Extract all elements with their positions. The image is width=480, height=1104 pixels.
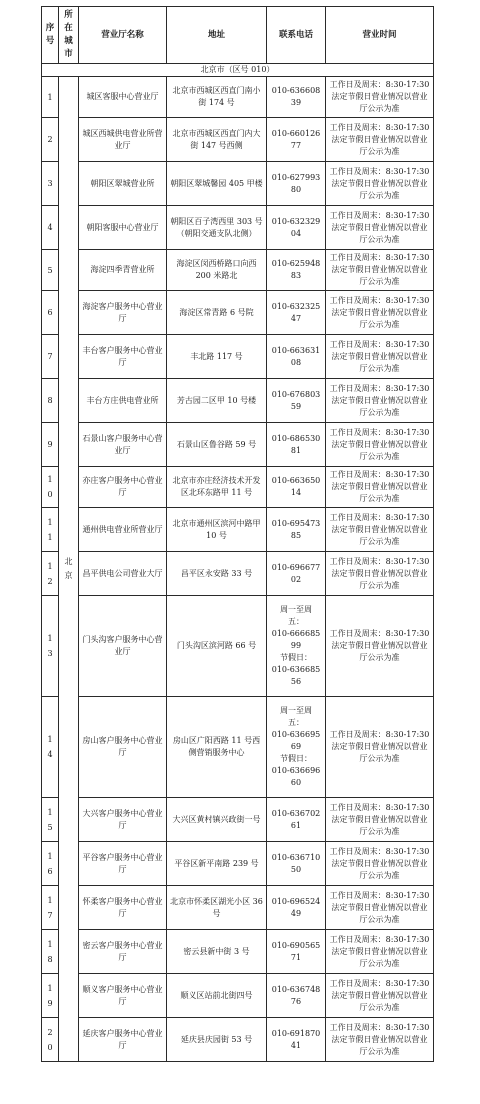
hall-address: 石景山区鲁谷路 59 号 (167, 423, 267, 467)
hall-name: 平谷客户服务中心营业厅 (79, 842, 167, 886)
header-name: 营业厅名称 (79, 7, 167, 64)
row-index: 18 (47, 939, 53, 964)
row-index: 7 (47, 352, 53, 361)
phone-line: 80 (290, 184, 302, 194)
hall-name: 城区西城供电营业所营业厅 (79, 118, 167, 162)
phone-line: 47 (290, 313, 302, 323)
hall-address: 北京市怀柔区湖光小区 36 号 (167, 886, 267, 930)
row-index: 12 (47, 561, 53, 586)
table-row (42, 596, 434, 697)
hall-hours: 工作日及周末：8:30-17:30 法定节假日营业情况以营业厅公示为准 (326, 206, 434, 250)
hall-address: 北京市西城区西直门南小街 174 号 (167, 77, 267, 118)
service-hall-table-sheet (41, 6, 433, 1062)
phone-line: 71 (290, 952, 302, 962)
row-index-cell (42, 335, 59, 379)
hall-address: 门头沟区滨河路 66 号 (167, 596, 267, 697)
hall-name: 延庆客户服务中心营业厅 (79, 1018, 167, 1062)
phone-line: 节假日： (280, 754, 312, 763)
header-index: 序号 (42, 7, 59, 64)
phone-line: 14 (290, 488, 302, 497)
hall-address: 海淀区常青路 6 号院 (167, 291, 267, 335)
hall-hours: 工作日及周末：8:30-17:30 法定节假日营业情况以营业厅公示为准 (326, 162, 434, 206)
row-index: 19 (47, 983, 53, 1008)
phone-line: 010-696524 (271, 896, 321, 906)
row-index-cell (42, 291, 59, 335)
table-row (42, 335, 434, 379)
hall-address: 密云县新中街 3 号 (167, 930, 267, 974)
phone-line: 010-663650 (271, 476, 321, 485)
hall-address: 海淀区闵西桥路口向西 200 米路北 (167, 250, 267, 291)
phone-line: 61 (290, 820, 302, 830)
phone-line: 39 (290, 98, 302, 107)
hall-phone (267, 930, 326, 974)
hall-hours: 工作日及周末：8:30-17:30 法定节假日营业情况以营业厅公示为准 (326, 508, 434, 552)
hall-phone (267, 842, 326, 886)
hall-name: 昌平供电公司营业大厅 (79, 552, 167, 596)
hall-phone (267, 508, 326, 552)
hall-name: 亦庄客户服务中心营业厅 (79, 467, 167, 508)
row-index-cell (42, 974, 59, 1018)
phone-line: 010-636685 (271, 665, 321, 674)
phone-line: 010-686530 (271, 433, 321, 443)
row-index-cell (42, 162, 59, 206)
phone-line: 010-632329 (271, 216, 321, 226)
phone-line: 010-636710 (271, 852, 321, 862)
hall-address: 顺义区站前北街四号 (167, 974, 267, 1018)
hall-phone (267, 697, 326, 798)
hall-phone (267, 1018, 326, 1062)
hall-name: 顺义客户服务中心营业厅 (79, 974, 167, 1018)
hall-name: 海淀四季青营业所 (79, 250, 167, 291)
row-index: 15 (47, 807, 53, 832)
hall-phone (267, 552, 326, 596)
hall-hours: 工作日及周末：8:30-17:30 法定节假日营业情况以营业厅公示为准 (326, 335, 434, 379)
row-index: 1 (47, 92, 53, 102)
row-index: 11 (47, 517, 53, 542)
hall-name: 怀柔客户服务中心营业厅 (79, 886, 167, 930)
hall-name: 房山客户服务中心营业厅 (79, 697, 167, 798)
header-hours: 营业时间 (326, 7, 434, 64)
table-row (42, 886, 434, 930)
table-row (42, 798, 434, 842)
hall-hours: 工作日及周末：8:30-17:30 法定节假日营业情况以营业厅公示为准 (326, 423, 434, 467)
phone-line: 010-636695 (271, 730, 321, 739)
table-row (42, 379, 434, 423)
phone-line: 010-636608 (271, 86, 321, 95)
hall-name: 海淀客户服务中心营业厅 (79, 291, 167, 335)
hall-address: 大兴区黄村镇兴政街一号 (167, 798, 267, 842)
phone-line: 010-636702 (271, 808, 321, 818)
hall-address: 朝阳区百子湾西里 303 号（朝阳交通支队北侧） (167, 206, 267, 250)
hall-phone (267, 423, 326, 467)
header-city: 所在城市 (59, 7, 79, 64)
phone-line: 010-632325 (271, 301, 321, 311)
hall-name: 朝阳区翠城营业所 (79, 162, 167, 206)
row-index: 16 (47, 851, 53, 876)
hall-hours: 工作日及周末：8:30-17:30 法定节假日营业情况以营业厅公示为准 (326, 379, 434, 423)
phone-line: 50 (290, 864, 302, 874)
row-index: 5 (47, 265, 53, 275)
phone-line: 010-690565 (271, 940, 321, 950)
hall-hours: 工作日及周末：8:30-17:30 法定节假日营业情况以营业厅公示为准 (326, 77, 434, 118)
hall-hours: 工作日及周末：8:30-17:30 法定节假日营业情况以营业厅公示为准 (326, 596, 434, 697)
header-address: 地址 (167, 7, 267, 64)
phone-line: 41 (290, 1040, 302, 1050)
hall-address: 昌平区永安路 33 号 (167, 552, 267, 596)
hall-hours: 工作日及周末：8:30-17:30 法定节假日营业情况以营业厅公示为准 (326, 118, 434, 162)
row-index-cell (42, 250, 59, 291)
row-index: 8 (47, 396, 53, 405)
hall-hours: 工作日及周末：8:30-17:30 法定节假日营业情况以营业厅公示为准 (326, 467, 434, 508)
phone-line: 周一至周 (280, 706, 312, 715)
row-index-cell (42, 697, 59, 798)
hall-hours: 工作日及周末：8:30-17:30 法定节假日营业情况以营业厅公示为准 (326, 798, 434, 842)
hall-name: 密云客户服务中心营业厅 (79, 930, 167, 974)
hall-name: 石景山客户服务中心营业厅 (79, 423, 167, 467)
phone-line: 04 (290, 228, 302, 238)
phone-line: 010-676803 (271, 389, 321, 399)
phone-line: 010-691870 (271, 1028, 321, 1038)
phone-line: 69 (290, 742, 302, 751)
hall-address: 芳古园二区甲 10 号楼 (167, 379, 267, 423)
row-index: 14 (47, 735, 53, 759)
table-row (42, 77, 434, 118)
hall-phone (267, 206, 326, 250)
table-body (42, 64, 434, 1062)
phone-line: 010-660126 (271, 128, 321, 138)
row-index-cell (42, 118, 59, 162)
hall-phone (267, 162, 326, 206)
phone-line: 08 (290, 357, 302, 367)
hall-hours: 工作日及周末：8:30-17:30 法定节假日营业情况以营业厅公示为准 (326, 697, 434, 798)
row-index-cell (42, 552, 59, 596)
hall-name: 城区客服中心营业厅 (79, 77, 167, 118)
row-index-cell (42, 77, 59, 118)
service-hall-table (41, 6, 434, 1062)
row-index-cell (42, 423, 59, 467)
hall-name: 大兴客户服务中心营业厅 (79, 798, 167, 842)
row-index: 3 (47, 179, 53, 188)
phone-line: 49 (290, 908, 302, 918)
table-row (42, 162, 434, 206)
table-row (42, 250, 434, 291)
phone-line: 85 (290, 530, 302, 540)
row-index: 10 (47, 475, 53, 499)
hall-phone (267, 77, 326, 118)
phone-line: 010-663631 (271, 345, 321, 355)
hall-address: 朝阳区翠城馨园 405 甲楼 (167, 162, 267, 206)
hall-hours: 工作日及周末：8:30-17:30 法定节假日营业情况以营业厅公示为准 (326, 930, 434, 974)
header-phone: 联系电话 (267, 7, 326, 64)
region-row (42, 64, 434, 77)
phone-line: 76 (290, 996, 302, 1006)
hall-name: 丰台方庄供电营业所 (79, 379, 167, 423)
row-index-cell (42, 467, 59, 508)
hall-address: 延庆县庆园街 53 号 (167, 1018, 267, 1062)
city-label: 北京 (64, 557, 73, 580)
table-row (42, 118, 434, 162)
phone-line: 节假日： (280, 653, 312, 662)
hall-name: 朝阳客服中心营业厅 (79, 206, 167, 250)
city-cell (59, 77, 79, 1062)
hall-address: 北京市亦庄经济技术开发区北环东路甲 11 号 (167, 467, 267, 508)
table-row (42, 974, 434, 1018)
hall-phone (267, 974, 326, 1018)
phone-line: 010-636748 (271, 984, 321, 994)
table-row (42, 291, 434, 335)
hall-address: 平谷区新平南路 239 号 (167, 842, 267, 886)
phone-line: 56 (290, 677, 302, 686)
hall-phone (267, 596, 326, 697)
hall-hours: 工作日及周末：8:30-17:30 法定节假日营业情况以营业厅公示为准 (326, 842, 434, 886)
header-row (42, 7, 434, 64)
table-row (42, 206, 434, 250)
table-row (42, 842, 434, 886)
phone-line: 010-625948 (271, 259, 321, 268)
phone-line: 五： (288, 718, 304, 727)
phone-line: 周一至周 (280, 605, 312, 614)
hall-address: 北京市西城区西直门内大街 147 号西侧 (167, 118, 267, 162)
row-index-cell (42, 379, 59, 423)
hall-hours: 工作日及周末：8:30-17:30 法定节假日营业情况以营业厅公示为准 (326, 1018, 434, 1062)
table-row (42, 1018, 434, 1062)
hall-address: 丰北路 117 号 (167, 335, 267, 379)
row-index: 6 (47, 308, 53, 317)
hall-name: 通州供电营业所营业厅 (79, 508, 167, 552)
row-index-cell (42, 1018, 59, 1062)
hall-phone (267, 291, 326, 335)
hall-phone (267, 379, 326, 423)
hall-hours: 工作日及周末：8:30-17:30 法定节假日营业情况以营业厅公示为准 (326, 291, 434, 335)
hall-phone (267, 798, 326, 842)
hall-phone (267, 335, 326, 379)
phone-line: 83 (290, 271, 302, 280)
row-index: 2 (47, 135, 53, 144)
phone-line: 五： (288, 617, 304, 626)
table-row (42, 697, 434, 798)
region-label: 北京市（区号 010） (42, 64, 434, 77)
hall-address: 北京市通州区滨河中路甲 10 号 (167, 508, 267, 552)
row-index: 13 (47, 634, 53, 658)
hall-address: 房山区广阳西路 11 号西侧营销服务中心 (167, 697, 267, 798)
phone-line: 77 (290, 140, 302, 150)
row-index-cell (42, 798, 59, 842)
row-index: 17 (47, 895, 53, 920)
row-index-cell (42, 886, 59, 930)
table-row (42, 508, 434, 552)
table-row (42, 467, 434, 508)
phone-line: 81 (290, 445, 302, 455)
phone-line: 010-627993 (271, 172, 321, 182)
hall-phone (267, 467, 326, 508)
hall-name: 丰台客户服务中心营业厅 (79, 335, 167, 379)
row-index-cell (42, 930, 59, 974)
row-index-cell (42, 206, 59, 250)
phone-line: 60 (290, 778, 302, 787)
hall-phone (267, 886, 326, 930)
hall-hours: 工作日及周末：8:30-17:30 法定节假日营业情况以营业厅公示为准 (326, 552, 434, 596)
phone-line: 010-636696 (271, 766, 321, 775)
table-row (42, 552, 434, 596)
hall-hours: 工作日及周末：8:30-17:30 法定节假日营业情况以营业厅公示为准 (326, 886, 434, 930)
table-row (42, 423, 434, 467)
row-index: 4 (47, 223, 53, 232)
hall-phone (267, 118, 326, 162)
row-index-cell (42, 596, 59, 697)
phone-line: 010-666685 (271, 629, 321, 638)
phone-line: 010-695473 (271, 518, 321, 528)
hall-hours: 工作日及周末：8:30-17:30 法定节假日营业情况以营业厅公示为准 (326, 974, 434, 1018)
row-index-cell (42, 842, 59, 886)
hall-phone (267, 250, 326, 291)
row-index: 9 (47, 440, 53, 449)
hall-name: 门头沟客户服务中心营业厅 (79, 596, 167, 697)
row-index: 20 (47, 1027, 53, 1052)
row-index-cell (42, 508, 59, 552)
phone-line: 010-696677 (271, 562, 321, 572)
table-row (42, 930, 434, 974)
hall-hours: 工作日及周末：8:30-17:30 法定节假日营业情况以营业厅公示为准 (326, 250, 434, 291)
phone-line: 59 (290, 401, 302, 411)
phone-line: 99 (290, 641, 302, 650)
phone-line: 02 (290, 574, 302, 584)
